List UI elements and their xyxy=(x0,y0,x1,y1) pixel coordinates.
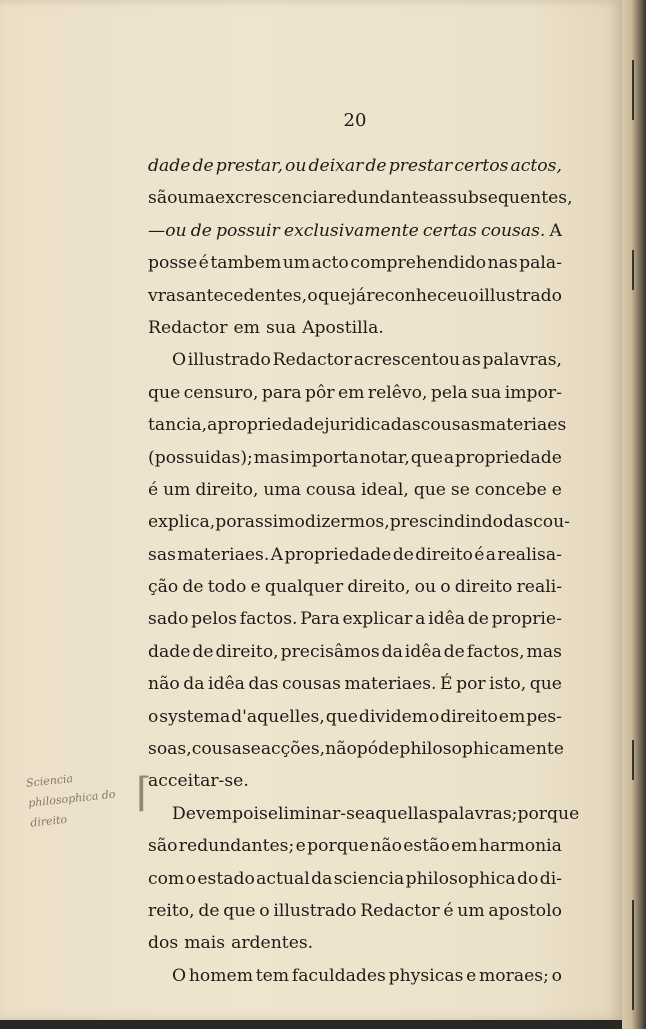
word: moraes; xyxy=(479,965,549,986)
word: cousas. xyxy=(481,220,546,241)
word: subsequentes, xyxy=(448,188,573,209)
word: d'aquelles, xyxy=(231,706,325,727)
word: e xyxy=(466,965,477,986)
word: impor- xyxy=(504,382,562,403)
word: possuir xyxy=(215,220,280,241)
text-line xyxy=(148,182,573,214)
word: de xyxy=(190,220,212,241)
word: o xyxy=(294,512,305,533)
word: é xyxy=(198,253,209,274)
word: um xyxy=(282,253,311,274)
word: pôr xyxy=(304,382,335,403)
word: mas xyxy=(253,447,290,468)
word: philosophica xyxy=(405,868,516,889)
word: ideal, xyxy=(360,479,409,500)
word: Redactor xyxy=(360,900,440,921)
word: vras xyxy=(148,285,185,306)
word: em xyxy=(451,836,478,857)
word: de xyxy=(192,156,214,176)
word: posse xyxy=(148,253,198,274)
word: ou xyxy=(414,577,437,598)
word: estado xyxy=(197,868,255,889)
word: tem xyxy=(255,965,290,986)
word: para xyxy=(261,382,302,403)
word: qualquer xyxy=(264,577,344,598)
word: Para xyxy=(300,609,340,630)
word: cousa xyxy=(305,479,357,500)
word: a xyxy=(415,609,426,630)
word: são xyxy=(148,836,178,857)
word: pela xyxy=(430,382,468,403)
word: prestar, xyxy=(215,156,283,176)
word: direito xyxy=(440,706,498,727)
word: propriedade xyxy=(284,544,392,565)
text-line xyxy=(148,312,562,344)
text-line xyxy=(148,571,562,603)
word: e xyxy=(250,739,261,760)
word: reali- xyxy=(516,577,562,598)
word: reconheceu xyxy=(366,285,468,306)
text-line xyxy=(148,701,562,733)
word: di- xyxy=(539,868,562,889)
word: é xyxy=(474,544,485,565)
word: apostolo xyxy=(488,900,562,921)
word: palavras, xyxy=(482,350,562,371)
word: mas xyxy=(526,641,562,662)
word: A xyxy=(270,544,284,565)
text-line xyxy=(148,830,562,862)
word: de xyxy=(392,544,414,565)
word: das xyxy=(503,512,534,533)
word: proprie- xyxy=(491,609,562,630)
word: cousas xyxy=(191,739,251,760)
word: prestar xyxy=(388,156,453,176)
word: por xyxy=(215,512,245,533)
text-line xyxy=(148,280,562,312)
text-line xyxy=(148,474,562,506)
word: censuro, xyxy=(183,382,259,403)
word: das xyxy=(390,415,421,436)
word: pelos xyxy=(191,609,237,630)
text-line xyxy=(148,344,562,376)
word: que xyxy=(325,706,358,727)
word: physicas xyxy=(388,965,464,986)
word: se xyxy=(450,479,470,500)
text-line xyxy=(148,895,562,927)
word: pois xyxy=(232,803,268,824)
word: que xyxy=(529,674,562,695)
word: estão xyxy=(403,836,450,857)
word: dividem xyxy=(358,706,429,727)
text-line xyxy=(148,377,562,409)
word: notar, xyxy=(359,447,410,468)
word: que xyxy=(148,382,181,403)
word: materiaes. xyxy=(344,674,437,695)
word: systema xyxy=(159,706,231,727)
word: dade xyxy=(148,641,191,662)
word: em xyxy=(498,706,526,727)
word: —ou xyxy=(148,220,187,241)
word: que xyxy=(413,479,446,500)
word: não xyxy=(325,739,357,760)
text-line xyxy=(148,733,562,765)
text-line xyxy=(148,506,570,538)
word: uma xyxy=(177,188,216,209)
spine-mark xyxy=(632,250,634,290)
word: em xyxy=(233,317,260,338)
word: aquellas xyxy=(365,803,438,824)
word: Devem xyxy=(172,803,233,824)
word: homem xyxy=(188,965,253,986)
word: o xyxy=(440,577,451,598)
word: dizermos, xyxy=(304,512,390,533)
word: direito, xyxy=(195,479,259,500)
word: o xyxy=(185,868,196,889)
word: cousas xyxy=(281,674,341,695)
text-line xyxy=(148,442,562,474)
word: ardentes. xyxy=(231,933,314,954)
word: direito xyxy=(415,544,473,565)
text-line xyxy=(148,215,562,247)
word: tancia, xyxy=(148,415,208,436)
word: o xyxy=(307,285,318,306)
word: O xyxy=(172,965,187,986)
word: sas xyxy=(148,544,176,565)
word: não xyxy=(370,836,402,857)
word: das xyxy=(248,674,279,695)
word: illustrado xyxy=(187,350,271,371)
word: direito xyxy=(454,577,513,598)
word: isto, xyxy=(489,674,527,695)
word: as xyxy=(461,350,481,371)
word: um xyxy=(457,900,485,921)
word: tambem xyxy=(210,253,282,274)
word: da xyxy=(311,868,333,889)
word: e xyxy=(250,577,261,598)
word: (possuidas); xyxy=(148,447,253,468)
word: o xyxy=(551,965,562,986)
word: já xyxy=(350,285,367,306)
word: todo xyxy=(207,577,247,598)
book-spine xyxy=(622,0,646,1029)
word: sua xyxy=(471,382,502,403)
text-line xyxy=(148,798,580,830)
word: exclusivamente xyxy=(283,220,419,241)
word: porque xyxy=(517,803,580,824)
word: a xyxy=(485,544,497,565)
text-line xyxy=(148,636,562,668)
word: que xyxy=(410,447,443,468)
word: propriedade xyxy=(455,447,562,468)
word: cousas xyxy=(420,415,480,436)
word: sua xyxy=(265,317,297,338)
word: reito, xyxy=(148,900,195,921)
text-line xyxy=(148,668,562,700)
word: mais xyxy=(184,933,226,954)
text-line xyxy=(148,247,562,279)
word: deixar xyxy=(308,156,364,176)
word: A xyxy=(549,220,562,241)
word: illustrado xyxy=(478,285,562,306)
word: que xyxy=(318,285,351,306)
word: póde xyxy=(356,739,400,760)
word: de xyxy=(198,900,220,921)
word: uma xyxy=(263,479,301,500)
word: as xyxy=(428,188,448,209)
word: explica, xyxy=(148,512,216,533)
word: de xyxy=(365,156,387,176)
text-line xyxy=(148,539,562,571)
word: propriedade xyxy=(217,415,325,436)
word: acrescentou xyxy=(353,350,461,371)
spine-mark xyxy=(632,900,634,1010)
word: faculdades xyxy=(291,965,386,986)
word: não xyxy=(148,674,180,695)
word: dade xyxy=(148,156,191,176)
word: e xyxy=(295,836,306,857)
word: que xyxy=(223,900,256,921)
word: palavras; xyxy=(437,803,518,824)
word: acceitar-se. xyxy=(148,771,249,792)
word: idêa xyxy=(404,641,442,662)
word: juridica xyxy=(324,415,391,436)
word: o xyxy=(428,706,440,727)
word: É xyxy=(440,674,453,695)
word: explicar xyxy=(342,609,413,630)
word: pala- xyxy=(519,253,562,274)
word: ou xyxy=(285,156,307,176)
word: a xyxy=(443,447,455,468)
word: certas xyxy=(422,220,477,241)
word: realisa- xyxy=(497,544,562,565)
word: de xyxy=(182,577,204,598)
text-line xyxy=(148,927,562,959)
margin-bracket: ⌈ xyxy=(136,770,152,816)
word: e xyxy=(551,479,562,500)
word: philosophicamente xyxy=(399,739,564,760)
word: é xyxy=(443,900,454,921)
body-text xyxy=(148,150,580,992)
word: sciencia xyxy=(333,868,405,889)
word: O xyxy=(172,350,187,371)
word: em xyxy=(337,382,365,403)
word: comprehendido xyxy=(350,253,487,274)
word: o xyxy=(468,285,479,306)
word: relêvo, xyxy=(367,382,428,403)
word: sado xyxy=(148,609,189,630)
word: ção xyxy=(148,577,179,598)
text-line xyxy=(148,409,567,441)
word: do xyxy=(516,868,539,889)
text-line xyxy=(148,765,562,797)
word: a xyxy=(207,415,218,436)
word: redundantes; xyxy=(178,836,295,857)
handwritten-margin-note: Sciencia philosophica do direito xyxy=(25,771,117,830)
word: é xyxy=(148,479,159,500)
word: Apostilla. xyxy=(302,317,384,338)
word: pes- xyxy=(526,706,562,727)
word: são xyxy=(148,188,178,209)
word: importa xyxy=(290,447,359,468)
word: redundante xyxy=(327,188,429,209)
word: de xyxy=(192,641,214,662)
word: harmonia xyxy=(478,836,562,857)
word: idêa xyxy=(428,609,465,630)
text-line xyxy=(148,863,562,895)
word: o xyxy=(259,900,270,921)
word: direito, xyxy=(347,577,411,598)
word: com xyxy=(148,868,185,889)
word: dos xyxy=(148,933,179,954)
word: idêa xyxy=(207,674,245,695)
word: excrescencia xyxy=(215,188,328,209)
spine-mark xyxy=(632,740,634,780)
word: antecedentes, xyxy=(185,285,308,306)
text-line xyxy=(148,603,562,635)
text-line xyxy=(148,150,562,182)
word: materiaes. xyxy=(177,544,270,565)
word: soas, xyxy=(148,739,192,760)
word: assim xyxy=(244,512,295,533)
word: eliminar-se xyxy=(267,803,366,824)
word: certos xyxy=(454,156,509,176)
word: Redactor xyxy=(272,350,353,371)
word: concebe xyxy=(474,479,547,500)
word: acções, xyxy=(260,739,326,760)
word: precisâmos xyxy=(280,641,380,662)
word: actual xyxy=(256,868,310,889)
word: por xyxy=(456,674,486,695)
word: de xyxy=(467,609,489,630)
word: materiaes xyxy=(479,415,567,436)
word: Redactor xyxy=(148,317,228,338)
word: da xyxy=(381,641,403,662)
word: da xyxy=(183,674,205,695)
word: o xyxy=(148,706,159,727)
word: acto xyxy=(311,253,349,274)
page-number: 20 xyxy=(343,110,367,131)
word: cou- xyxy=(533,512,570,533)
word: um xyxy=(163,479,191,500)
word: factos. xyxy=(239,609,298,630)
word: prescindindo xyxy=(389,512,504,533)
word: direito, xyxy=(215,641,279,662)
word: illustrado xyxy=(273,900,357,921)
word: nas xyxy=(487,253,518,274)
text-line xyxy=(148,960,562,992)
word: porque xyxy=(307,836,369,857)
word: factos, xyxy=(466,641,525,662)
word: actos, xyxy=(510,156,562,176)
word: de xyxy=(443,641,465,662)
